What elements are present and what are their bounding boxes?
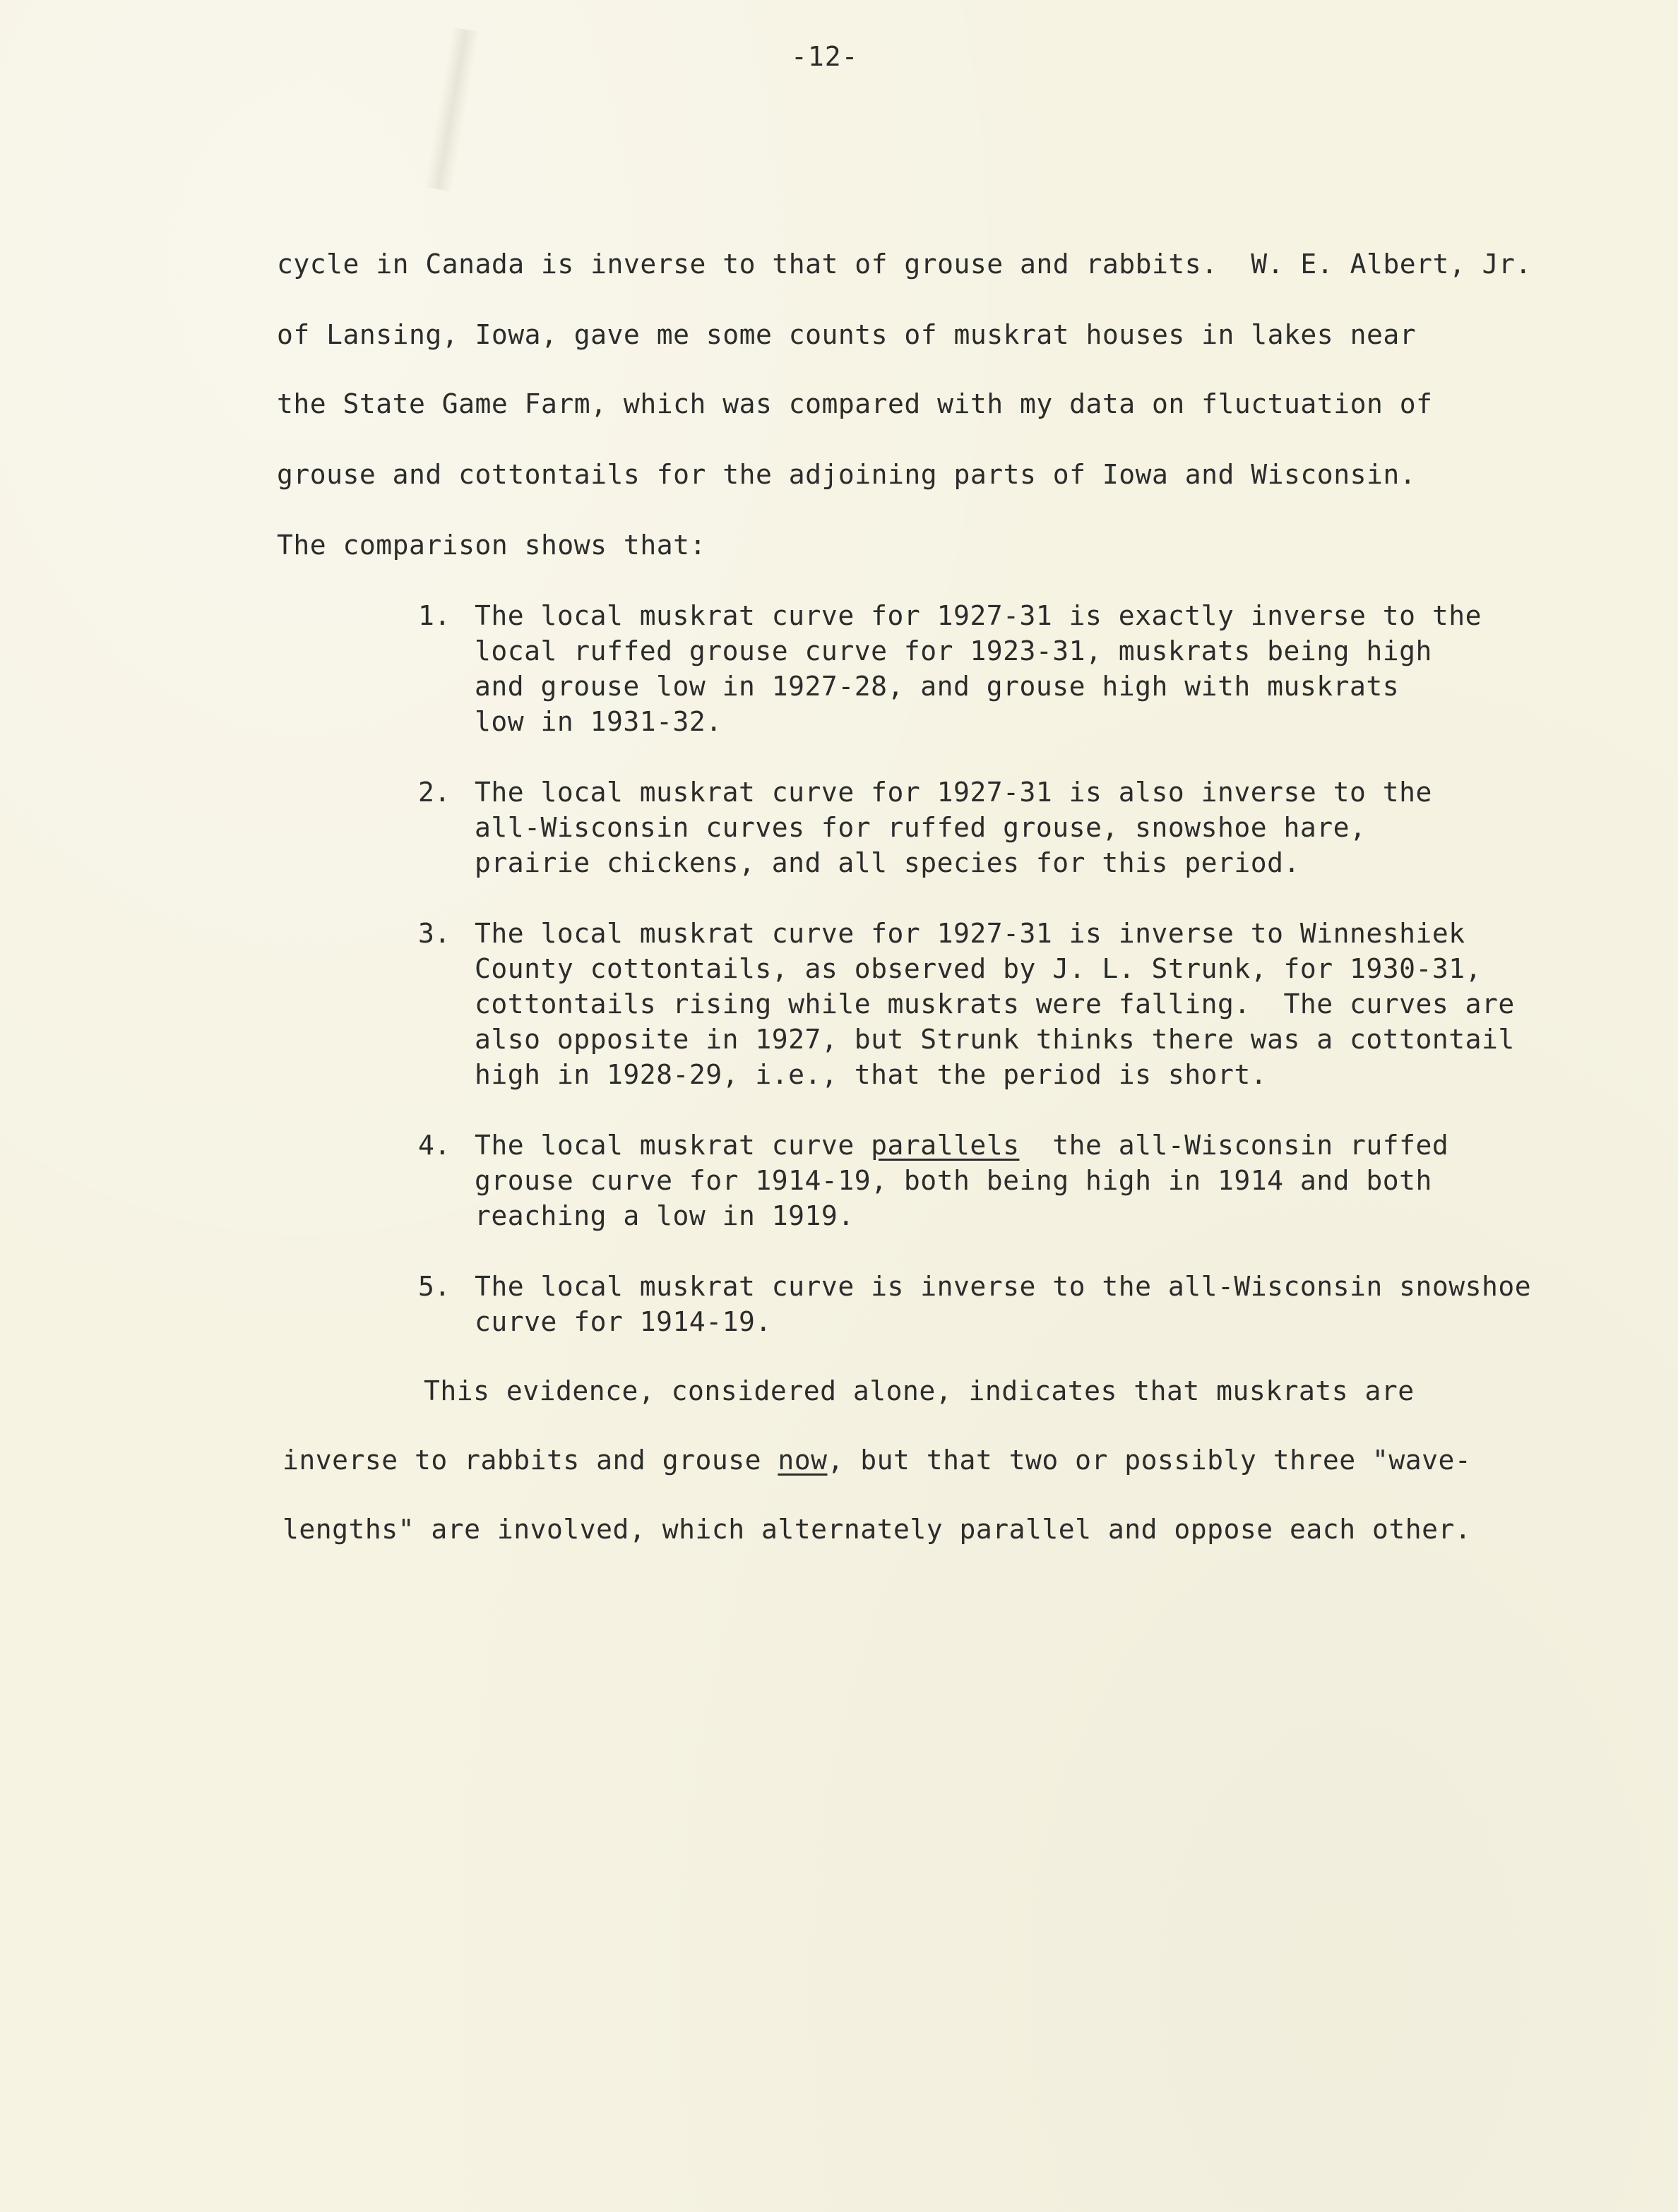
item-4-line-1 bbox=[475, 1130, 1448, 1161]
item-1-line-4: low in 1931-32. bbox=[475, 706, 722, 737]
item-3-number: 3. bbox=[418, 918, 451, 949]
closing-line-2 bbox=[282, 1445, 1471, 1476]
item-4-line-1-pre: The local muskrat curve bbox=[475, 1130, 871, 1161]
closing-line-3: lengths" are involved, which alternately parallel and oppose each other. bbox=[282, 1514, 1472, 1545]
intro-line-2: of Lansing, Iowa, gave me some counts of muskrat houses in lakes near bbox=[277, 319, 1417, 350]
item-5-number: 5. bbox=[418, 1271, 451, 1302]
item-1-line-2: local ruffed grouse curve for 1923-31, muskrats being high bbox=[475, 635, 1432, 666]
page-number: -12- bbox=[791, 41, 859, 72]
closing-line-2-post: , but that two or possibly three "wave- bbox=[827, 1445, 1472, 1476]
paper-crease bbox=[424, 27, 480, 191]
item-2-line-3: prairie chickens, and all species for this period. bbox=[475, 847, 1300, 878]
item-1-line-3: and grouse low in 1927-28, and grouse high with muskrats bbox=[475, 671, 1400, 702]
item-1-number: 1. bbox=[418, 600, 451, 631]
item-3-line-1: The local muskrat curve for 1927-31 is inverse to Winneshiek bbox=[475, 918, 1465, 949]
closing-line-2-pre: inverse to rabbits and grouse bbox=[282, 1445, 778, 1476]
item-4-underlined-word: parallels bbox=[871, 1130, 1020, 1161]
item-5-line-2: curve for 1914-19. bbox=[475, 1306, 772, 1337]
closing-underlined-word: now bbox=[778, 1445, 828, 1476]
item-2-line-1: The local muskrat curve for 1927-31 is also inverse to the bbox=[475, 777, 1432, 808]
item-3-line-2: County cottontails, as observed by J. L. Strunk, for 1930-31, bbox=[475, 953, 1482, 984]
intro-line-3: the State Game Farm, which was compared with my data on fluctuation of bbox=[277, 388, 1433, 419]
item-2-line-2: all-Wisconsin curves for ruffed grouse, snowshoe hare, bbox=[475, 812, 1367, 843]
intro-line-5: The comparison shows that: bbox=[277, 530, 706, 561]
closing-line-1: This evidence, considered alone, indicates that muskrats are bbox=[424, 1375, 1415, 1406]
item-1-line-1: The local muskrat curve for 1927-31 is exactly inverse to the bbox=[475, 600, 1482, 631]
item-4-number: 4. bbox=[418, 1130, 451, 1161]
item-2-number: 2. bbox=[418, 777, 451, 808]
item-4-line-3: reaching a low in 1919. bbox=[475, 1200, 855, 1231]
item-3-line-5: high in 1928-29, i.e., that the period is short. bbox=[475, 1059, 1268, 1090]
item-5-line-1: The local muskrat curve is inverse to the all-Wisconsin snowshoe bbox=[475, 1271, 1532, 1302]
item-4-line-1-post: the all-Wisconsin ruffed bbox=[1019, 1130, 1449, 1161]
intro-line-1: cycle in Canada is inverse to that of grouse and rabbits. W. E. Albert, Jr. bbox=[277, 249, 1532, 280]
intro-line-4: grouse and cottontails for the adjoining parts of Iowa and Wisconsin. bbox=[277, 459, 1417, 490]
item-3-line-4: also opposite in 1927, but Strunk thinks there was a cottontail bbox=[475, 1024, 1515, 1055]
item-4-line-2: grouse curve for 1914-19, both being high in 1914 and both bbox=[475, 1165, 1432, 1196]
item-3-line-3: cottontails rising while muskrats were falling. The curves are bbox=[475, 988, 1515, 1020]
